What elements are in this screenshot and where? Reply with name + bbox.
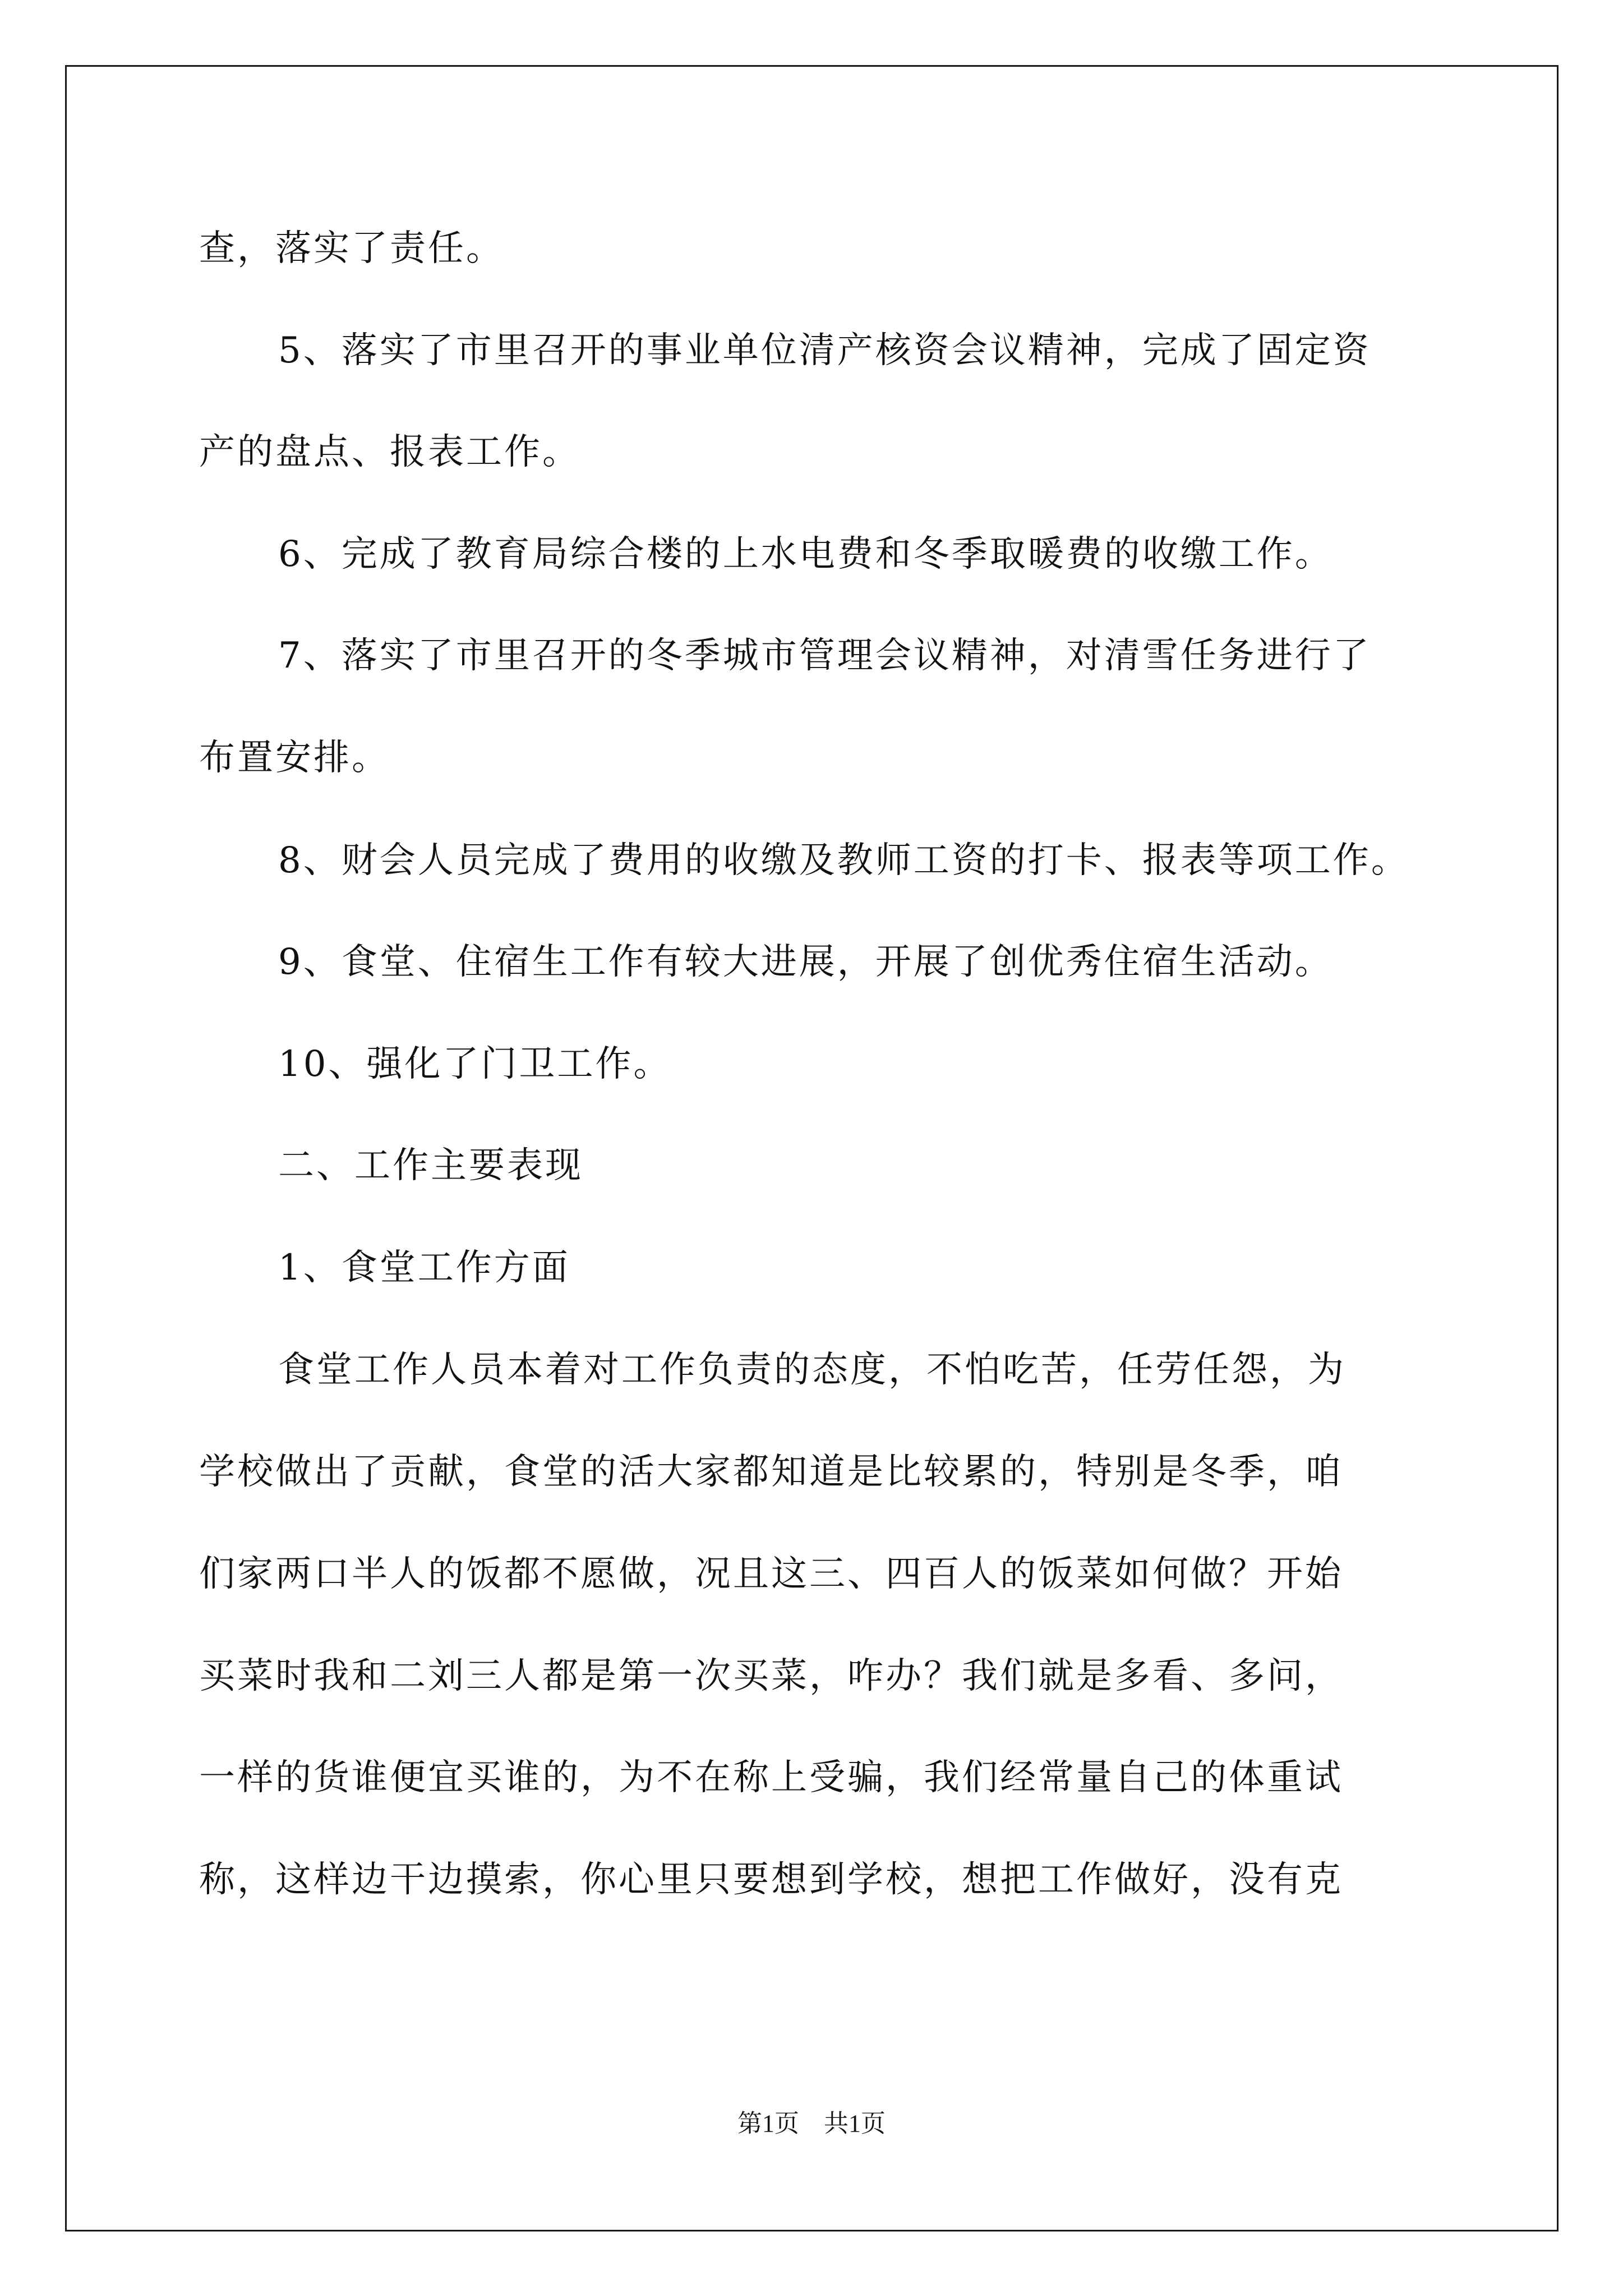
text-line: 食堂工作人员本着对工作负责的态度，不怕吃苦，任劳任怨，为 [278, 1349, 1346, 1391]
page-footer: 第1页 共1页 [737, 2110, 886, 2137]
text-line: 一样的货谁便宜买谁的，为不在称上受骗，我们经常量自己的体重试 [199, 1757, 1343, 1798]
text-line: 9、食堂、住宿生工作有较大进展，开展了创优秀住宿生活动。 [278, 941, 1333, 983]
text-line: 8、财会人员完成了费用的收缴及教师工资的打卡、报表等项工作。 [278, 840, 1409, 881]
text-line: 6、完成了教育局综合楼的上水电费和冬季取暖费的收缴工作。 [278, 533, 1333, 575]
text-line: 10、强化了门卫工作。 [278, 1043, 672, 1085]
text-line: 产的盘点、报表工作。 [199, 431, 580, 473]
text-line: 5、落实了市里召开的事业单位清产核资会议精神，完成了固定资 [278, 330, 1371, 371]
text-line: 买菜时我和二刘三人都是第一次买菜，咋办？我们就是多看、多问， [199, 1655, 1343, 1697]
text-line: 称，这样边干边摸索，你心里只要想到学校，想把工作做好，没有克 [199, 1859, 1343, 1901]
section-heading: 二、工作主要表现 [278, 1145, 583, 1186]
subsection-heading: 1、食堂工作方面 [278, 1247, 570, 1289]
text-line: 们家两口半人的饭都不愿做，况且这三、四百人的饭菜如何做？开始 [199, 1553, 1343, 1595]
text-line: 查，落实了责任。 [199, 228, 504, 269]
text-line: 学校做出了贡献，食堂的活大家都知道是比较累的，特别是冬季，咱 [199, 1451, 1343, 1493]
text-line: 布置安排。 [199, 737, 390, 779]
text-line: 7、落实了市里召开的冬季城市管理会议精神，对清雪任务进行了 [278, 635, 1371, 677]
